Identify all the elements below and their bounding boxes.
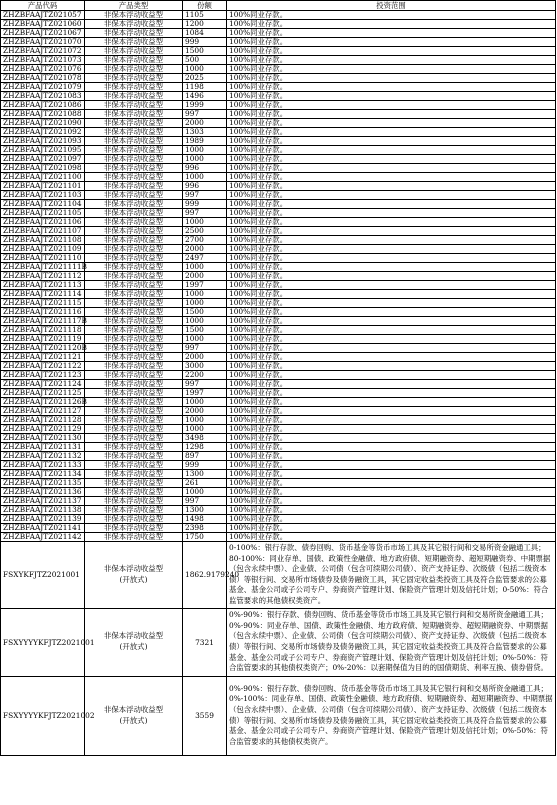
investment-scope-cell: 100%同业存款。	[227, 137, 556, 146]
product-type-cell: 非保本浮动收益型	[85, 65, 183, 74]
shares-cell: 2000	[183, 272, 227, 281]
shares-cell: 1200	[183, 20, 227, 29]
investment-scope-cell: 100%同业存款。	[227, 272, 556, 281]
product-type-cell: 非保本浮动收益型	[85, 164, 183, 173]
investment-scope-cell: 100%同业存款。	[227, 326, 556, 335]
product-code-cell: ZHZBFAAJTZ021119	[1, 335, 85, 344]
product-type-cell: 非保本浮动收益型	[85, 290, 183, 299]
product-type-cell: 非保本浮动收益型	[85, 524, 183, 533]
investment-scope-cell: 100%同业存款。	[227, 335, 556, 344]
investment-scope-cell: 100%同业存款。	[227, 362, 556, 371]
product-type-cell	[85, 608, 183, 676]
header-shares: 份额	[183, 1, 227, 11]
investment-scope-cell: 100%同业存款。	[227, 128, 556, 137]
investment-scope-cell: 100%同业存款。	[227, 191, 556, 200]
investment-scope-cell: 100%同业存款。	[227, 254, 556, 263]
shares-cell: 2497	[183, 254, 227, 263]
shares-cell: 1000	[183, 290, 227, 299]
product-code-cell: ZHZBFAAJTZ021142	[1, 533, 85, 542]
product-code-cell: ZHZBFAAJTZ021067	[1, 29, 85, 38]
investment-scope-cell: 100%同业存款。	[227, 389, 556, 398]
product-code-cell: ZHZBFAAJTZ021136	[1, 488, 85, 497]
investment-scope-cell: 100%同业存款。	[227, 488, 556, 497]
shares-cell: 1000	[183, 173, 227, 182]
product-type-cell: 非保本浮动收益型	[85, 470, 183, 479]
product-code-cell: ZHZBFAAJTZ021131	[1, 443, 85, 452]
product-type-openness: (开放式)	[119, 642, 148, 652]
table-row-large	[1, 542, 556, 609]
product-type-cell: 非保本浮动收益型	[85, 308, 183, 317]
shares-cell: 1862.9179240	[183, 542, 227, 609]
investment-scope-cell: 100%同业存款。	[227, 74, 556, 83]
product-code-cell: ZHZBFAAJTZ021106	[1, 218, 85, 227]
product-type-cell: 非保本浮动收益型	[85, 326, 183, 335]
product-code-cell: ZHZBFAAJTZ021070	[1, 38, 85, 47]
investment-scope-cell: 100%同业存款。	[227, 101, 556, 110]
investment-scope-cell: 100%同业存款。	[227, 425, 556, 434]
investment-scope-cell: 0-100%：银行存款、债券回购、货币基金等货币市场工具及其它银行间和交易所资金融通工具；80-100%：同业存单、国债、政策性金融债、地方政府债、短期融资券、超短期融资券、中期票据（包含永续中票）、企业债、公司债（包含可续期公司债）、资产支持证券、次级债（包括二级资本债）等银行间、交易所市场债券及债务融资工具，其它固定收益类投资工具及符合监管要求的公募基金、基金公司或子公司专户、券商资产管理计划、保险资产管理计划及信托计划；0-50%：符合监管要求的其他债权类资产。	[227, 542, 556, 609]
shares-cell: 1000	[183, 65, 227, 74]
shares-cell: 997	[183, 497, 227, 506]
product-code-cell: ZHZBFAAJTZ021092	[1, 128, 85, 137]
product-type-cell: 非保本浮动收益型	[85, 443, 183, 452]
shares-cell: 1989	[183, 137, 227, 146]
investment-scope-cell: 100%同业存款。	[227, 227, 556, 236]
product-type-cell: 非保本浮动收益型	[85, 407, 183, 416]
shares-cell: 996	[183, 164, 227, 173]
product-type-cell: 非保本浮动收益型	[85, 434, 183, 443]
product-type-line: 非保本浮动收益型	[103, 564, 164, 574]
product-code-cell: ZHZBFAAJTZ021104	[1, 200, 85, 209]
investment-scope-cell: 100%同业存款。	[227, 290, 556, 299]
investment-scope-cell: 100%同业存款。	[227, 353, 556, 362]
product-code-cell: ZHZBFAAJTZ021130	[1, 434, 85, 443]
product-type-cell: 非保本浮动收益型	[85, 209, 183, 218]
product-type-cell: 非保本浮动收益型	[85, 497, 183, 506]
product-type-cell: 非保本浮动收益型	[85, 155, 183, 164]
product-code-cell: ZHZBFAAJTZ021088	[1, 110, 85, 119]
product-type-cell: 非保本浮动收益型	[85, 425, 183, 434]
investment-scope-cell: 100%同业存款。	[227, 119, 556, 128]
product-type-cell: 非保本浮动收益型	[85, 191, 183, 200]
product-type-cell: 非保本浮动收益型	[85, 83, 183, 92]
product-code-cell: ZHZBFAAJTZ021135	[1, 479, 85, 488]
shares-cell: 1000	[183, 425, 227, 434]
investment-scope-cell: 100%同业存款。	[227, 470, 556, 479]
shares-cell: 997	[183, 110, 227, 119]
investment-scope-cell: 100%同业存款。	[227, 398, 556, 407]
product-type-cell: 非保本浮动收益型	[85, 479, 183, 488]
investment-scope-cell: 100%同业存款。	[227, 434, 556, 443]
product-code-cell: ZHZBFAAJTZ021108	[1, 236, 85, 245]
investment-scope-cell: 100%同业存款。	[227, 245, 556, 254]
shares-cell: 500	[183, 56, 227, 65]
investment-scope-cell: 100%同业存款。	[227, 380, 556, 389]
product-code-cell: ZHZBFAAJTZ021107	[1, 227, 85, 236]
investment-scope-cell: 100%同业存款。	[227, 65, 556, 74]
investment-scope-cell: 100%同业存款。	[227, 299, 556, 308]
investment-scope-cell: 100%同业存款。	[227, 155, 556, 164]
shares-cell: 1500	[183, 326, 227, 335]
product-code-cell: ZHZBFAAJTZ021115	[1, 299, 85, 308]
product-code-cell: ZHZBFAAJTZ021093	[1, 137, 85, 146]
table-row-large	[1, 608, 556, 676]
product-code-cell: ZHZBFAAJTZ021126B	[1, 398, 85, 407]
product-type-openness: (开放式)	[119, 715, 148, 725]
investment-scope-cell: 100%同业存款。	[227, 452, 556, 461]
investment-scope-cell: 100%同业存款。	[227, 515, 556, 524]
product-code-cell: ZHZBFAAJTZ021139	[1, 515, 85, 524]
product-code-cell: FSXYKFJTZ2021001	[1, 542, 85, 609]
product-type-cell: 非保本浮动收益型	[85, 227, 183, 236]
product-type-cell: 非保本浮动收益型	[85, 146, 183, 155]
product-type-line: 非保本浮动收益型	[103, 704, 164, 714]
product-code-cell: ZHZBFAAJTZ021125	[1, 389, 85, 398]
product-code-cell: ZHZBFAAJTZ021122	[1, 362, 85, 371]
product-type-cell: 非保本浮动收益型	[85, 263, 183, 272]
product-code-cell: ZHZBFAAJTZ021073	[1, 56, 85, 65]
shares-cell: 1500	[183, 47, 227, 56]
product-type-cell: 非保本浮动收益型	[85, 281, 183, 290]
product-code-cell: ZHZBFAAJTZ021127	[1, 407, 85, 416]
investment-scope-cell: 100%同业存款。	[227, 92, 556, 101]
investment-scope-cell: 100%同业存款。	[227, 407, 556, 416]
product-type-cell: 非保本浮动收益型	[85, 200, 183, 209]
product-type-cell: 非保本浮动收益型	[85, 245, 183, 254]
shares-cell: 897	[183, 452, 227, 461]
product-type-cell: 非保本浮动收益型	[85, 20, 183, 29]
product-type-cell: 非保本浮动收益型	[85, 236, 183, 245]
shares-cell: 1300	[183, 470, 227, 479]
product-code-cell: ZHZBFAAJTZ021095	[1, 146, 85, 155]
product-code-cell: ZHZBFAAJTZ021076	[1, 65, 85, 74]
shares-cell: 997	[183, 344, 227, 353]
product-type-cell: 非保本浮动收益型	[85, 452, 183, 461]
product-type-cell	[85, 676, 183, 755]
shares-cell: 2000	[183, 119, 227, 128]
product-type-cell: 非保本浮动收益型	[85, 371, 183, 380]
shares-cell: 1298	[183, 443, 227, 452]
investment-scope-cell: 100%同业存款。	[227, 371, 556, 380]
header-scope: 投资范围	[227, 1, 556, 11]
product-code-cell: ZHZBFAAJTZ021141	[1, 524, 85, 533]
product-code-cell: ZHZBFAAJTZ021100	[1, 173, 85, 182]
shares-cell: 3559	[183, 676, 227, 755]
shares-cell: 1000	[183, 263, 227, 272]
investment-scope-cell: 100%同业存款。	[227, 236, 556, 245]
product-code-cell: ZHZBFAAJTZ021083	[1, 92, 85, 101]
product-type-cell: 非保本浮动收益型	[85, 506, 183, 515]
investment-scope-cell: 0%-90%：银行存款、债券回购、货币基金等货币市场工具及其它银行间和交易所资金融通工具；0%-90%：同业存单、国债、政策性金融债、地方政府债、短期融资券、超短期融资券、中期票据（包含永续中票）、企业债、公司债（包含可续期公司债）、资产支持证券、次级债（包括二级资本债）等银行间、交易所市场债券及债务融资工具，其它固定收益类投资工具及符合监管要求的公募基金、基金公司或子公司专户、券商资产管理计划、保险资产管理计划及信托计划；0%-50%：符合监管要求的其他债权类资产；0%-20%：以套期保值为目的的国债期货、利率互换、债券借贷。	[227, 608, 556, 676]
shares-cell: 2000	[183, 245, 227, 254]
shares-cell: 1000	[183, 218, 227, 227]
shares-cell: 2500	[183, 227, 227, 236]
table-row-large	[1, 676, 556, 755]
product-type-cell: 非保本浮动收益型	[85, 29, 183, 38]
product-type-cell: 非保本浮动收益型	[85, 92, 183, 101]
investment-scope-cell: 100%同业存款。	[227, 11, 556, 20]
product-type-cell	[85, 542, 183, 609]
investment-scope-cell: 100%同业存款。	[227, 20, 556, 29]
shares-cell: 3000	[183, 362, 227, 371]
product-code-cell: ZHZBFAAJTZ021109	[1, 245, 85, 254]
product-type-cell: 非保本浮动收益型	[85, 272, 183, 281]
investment-scope-cell: 100%同业存款。	[227, 263, 556, 272]
product-code-cell: ZHZBFAAJTZ021137	[1, 497, 85, 506]
product-type-cell: 非保本浮动收益型	[85, 137, 183, 146]
product-code-cell: ZHZBFAAJTZ021121	[1, 353, 85, 362]
product-code-cell: ZHZBFAAJTZ021112	[1, 272, 85, 281]
shares-cell: 1000	[183, 416, 227, 425]
product-code-cell: ZHZBFAAJTZ021103	[1, 191, 85, 200]
investment-scope-cell: 100%同业存款。	[227, 308, 556, 317]
shares-cell: 1999	[183, 101, 227, 110]
investment-scope-cell: 100%同业存款。	[227, 29, 556, 38]
product-type-cell: 非保本浮动收益型	[85, 380, 183, 389]
shares-cell: 1750	[183, 533, 227, 542]
shares-cell: 997	[183, 191, 227, 200]
product-type-openness: (开放式)	[119, 574, 148, 584]
product-code-cell: ZHZBFAAJTZ021114	[1, 290, 85, 299]
shares-cell: 1496	[183, 92, 227, 101]
product-code-cell: ZHZBFAAJTZ021072	[1, 47, 85, 56]
investment-scope-cell: 100%同业存款。	[227, 533, 556, 542]
shares-cell: 1500	[183, 308, 227, 317]
product-type-cell: 非保本浮动收益型	[85, 299, 183, 308]
shares-cell: 1498	[183, 515, 227, 524]
header-type: 产品类型	[85, 1, 183, 11]
product-code-cell: ZHZBFAAJTZ021101	[1, 182, 85, 191]
investment-scope-cell: 100%同业存款。	[227, 38, 556, 47]
product-type-cell: 非保本浮动收益型	[85, 173, 183, 182]
product-code-cell: ZHZBFAAJTZ021138	[1, 506, 85, 515]
investment-scope-cell: 100%同业存款。	[227, 281, 556, 290]
shares-cell: 1997	[183, 281, 227, 290]
investment-scope-cell: 100%同业存款。	[227, 416, 556, 425]
shares-cell: 2025	[183, 74, 227, 83]
product-code-cell: ZHZBFAAJTZ021110	[1, 254, 85, 263]
product-code-cell: ZHZBFAAJTZ021086	[1, 101, 85, 110]
shares-cell: 1084	[183, 29, 227, 38]
product-type-cell: 非保本浮动收益型	[85, 335, 183, 344]
product-code-cell: ZHZBFAAJTZ021090	[1, 119, 85, 128]
shares-cell: 1000	[183, 317, 227, 326]
product-code-cell: ZHZBFAAJTZ021105	[1, 209, 85, 218]
product-type-cell: 非保本浮动收益型	[85, 128, 183, 137]
product-code-cell: ZHZBFAAJTZ021098	[1, 164, 85, 173]
product-code-cell: ZHZBFAAJTZ021117B	[1, 317, 85, 326]
product-type-cell: 非保本浮动收益型	[85, 182, 183, 191]
table-row	[1, 533, 556, 542]
shares-cell: 999	[183, 200, 227, 209]
shares-cell: 1000	[183, 335, 227, 344]
shares-cell: 2000	[183, 407, 227, 416]
investment-scope-cell: 100%同业存款。	[227, 524, 556, 533]
product-code-cell: ZHZBFAAJTZ021116	[1, 308, 85, 317]
investment-scope-cell: 100%同业存款。	[227, 47, 556, 56]
product-type-cell: 非保本浮动收益型	[85, 317, 183, 326]
shares-cell: 999	[183, 461, 227, 470]
product-type-cell: 非保本浮动收益型	[85, 110, 183, 119]
product-code-cell: ZHZBFAAJTZ021097	[1, 155, 85, 164]
investment-scope-cell: 100%同业存款。	[227, 218, 556, 227]
shares-cell: 7321	[183, 608, 227, 676]
shares-cell: 1300	[183, 506, 227, 515]
shares-cell: 1198	[183, 83, 227, 92]
product-type-cell: 非保本浮动收益型	[85, 488, 183, 497]
product-code-cell: ZHZBFAAJTZ021113	[1, 281, 85, 290]
table-body	[1, 11, 556, 756]
shares-cell: 2700	[183, 236, 227, 245]
investment-scope-cell: 100%同业存款。	[227, 173, 556, 182]
product-type-cell: 非保本浮动收益型	[85, 362, 183, 371]
investment-scope-cell: 100%同业存款。	[227, 209, 556, 218]
product-type-cell: 非保本浮动收益型	[85, 353, 183, 362]
shares-cell: 2398	[183, 524, 227, 533]
header-code: 产品代码	[1, 1, 85, 11]
product-code-cell: ZHZBFAAJTZ021132	[1, 452, 85, 461]
shares-cell: 1303	[183, 128, 227, 137]
product-type-cell: 非保本浮动收益型	[85, 344, 183, 353]
product-type-cell: 非保本浮动收益型	[85, 389, 183, 398]
product-code-cell: ZHZBFAAJTZ021120B	[1, 344, 85, 353]
investment-scope-cell: 100%同业存款。	[227, 317, 556, 326]
product-code-cell: ZHZBFAAJTZ021124	[1, 380, 85, 389]
shares-cell: 261	[183, 479, 227, 488]
product-type-cell: 非保本浮动收益型	[85, 74, 183, 83]
shares-cell: 999	[183, 38, 227, 47]
shares-cell: 1000	[183, 155, 227, 164]
shares-cell: 997	[183, 380, 227, 389]
investment-scope-cell: 100%同业存款。	[227, 506, 556, 515]
investment-scope-cell: 100%同业存款。	[227, 443, 556, 452]
product-type-cell: 非保本浮动收益型	[85, 533, 183, 542]
product-code-cell: ZHZBFAAJTZ021111B	[1, 263, 85, 272]
investment-scope-cell: 100%同业存款。	[227, 479, 556, 488]
shares-cell: 1000	[183, 488, 227, 497]
product-type-cell: 非保本浮动收益型	[85, 101, 183, 110]
shares-cell: 1000	[183, 146, 227, 155]
product-type-cell: 非保本浮动收益型	[85, 119, 183, 128]
shares-cell: 2000	[183, 353, 227, 362]
investment-scope-cell: 100%同业存款。	[227, 344, 556, 353]
shares-cell: 1105	[183, 11, 227, 20]
investment-scope-cell: 100%同业存款。	[227, 56, 556, 65]
investment-scope-cell: 100%同业存款。	[227, 461, 556, 470]
product-code-cell: ZHZBFAAJTZ021057	[1, 11, 85, 20]
product-type-cell: 非保本浮动收益型	[85, 47, 183, 56]
investment-scope-cell: 100%同业存款。	[227, 146, 556, 155]
shares-cell: 3498	[183, 434, 227, 443]
product-code-cell: ZHZBFAAJTZ021134	[1, 470, 85, 479]
product-type-cell: 非保本浮动收益型	[85, 461, 183, 470]
investment-scope-cell: 100%同业存款。	[227, 164, 556, 173]
shares-cell: 1000	[183, 398, 227, 407]
product-code-cell: ZHZBFAAJTZ021133	[1, 461, 85, 470]
investment-scope-cell: 100%同业存款。	[227, 200, 556, 209]
investment-scope-cell: 0%-90%：银行存款、债券回购、货币基金等货币市场工具及其它银行间和交易所资金融通工具；0%-100%：同业存单、国债、政策性金融债、地方政府债、短期融资券、超短期融资券、中期票据（包含永续中票）、企业债、公司债（包含可续期公司债）、资产支持证券、次级债（包括二级资本债）等银行间、交易所市场债券及债务融资工具，其它固定收益类投资工具及符合监管要求的公募基金、基金公司或子公司专户、券商资产管理计划、保险资产管理计划及信托计划；0%-50%：符合监管要求的其他债权类资产。	[227, 676, 556, 755]
product-code-cell: ZHZBFAAJTZ021128	[1, 416, 85, 425]
product-code-cell: ZHZBFAAJTZ021079	[1, 83, 85, 92]
investment-scope-cell: 100%同业存款。	[227, 83, 556, 92]
product-code-cell: FSXYYYYKFJTZ2021001	[1, 608, 85, 676]
product-code-cell: ZHZBFAAJTZ021118	[1, 326, 85, 335]
shares-cell: 1997	[183, 389, 227, 398]
product-type-cell: 非保本浮动收益型	[85, 416, 183, 425]
shares-cell: 997	[183, 209, 227, 218]
product-type-cell: 非保本浮动收益型	[85, 515, 183, 524]
product-code-cell: ZHZBFAAJTZ021123	[1, 371, 85, 380]
product-code-cell: ZHZBFAAJTZ021060	[1, 20, 85, 29]
product-type-cell: 非保本浮动收益型	[85, 38, 183, 47]
product-type-cell: 非保本浮动收益型	[85, 398, 183, 407]
investment-scope-cell: 100%同业存款。	[227, 497, 556, 506]
product-code-cell: ZHZBFAAJTZ021129	[1, 425, 85, 434]
investment-scope-cell: 100%同业存款。	[227, 182, 556, 191]
shares-cell: 2200	[183, 371, 227, 380]
product-type-cell: 非保本浮动收益型	[85, 218, 183, 227]
product-type-line: 非保本浮动收益型	[103, 631, 164, 641]
shares-cell: 1000	[183, 299, 227, 308]
shares-cell: 996	[183, 182, 227, 191]
product-type-cell: 非保本浮动收益型	[85, 254, 183, 263]
product-code-cell: ZHZBFAAJTZ021078	[1, 74, 85, 83]
product-type-cell: 非保本浮动收益型	[85, 56, 183, 65]
product-code-cell: FSXYYYYKFJTZ2021002	[1, 676, 85, 755]
table-header-row	[1, 1, 556, 11]
investment-scope-cell: 100%同业存款。	[227, 110, 556, 119]
product-type-cell: 非保本浮动收益型	[85, 11, 183, 20]
